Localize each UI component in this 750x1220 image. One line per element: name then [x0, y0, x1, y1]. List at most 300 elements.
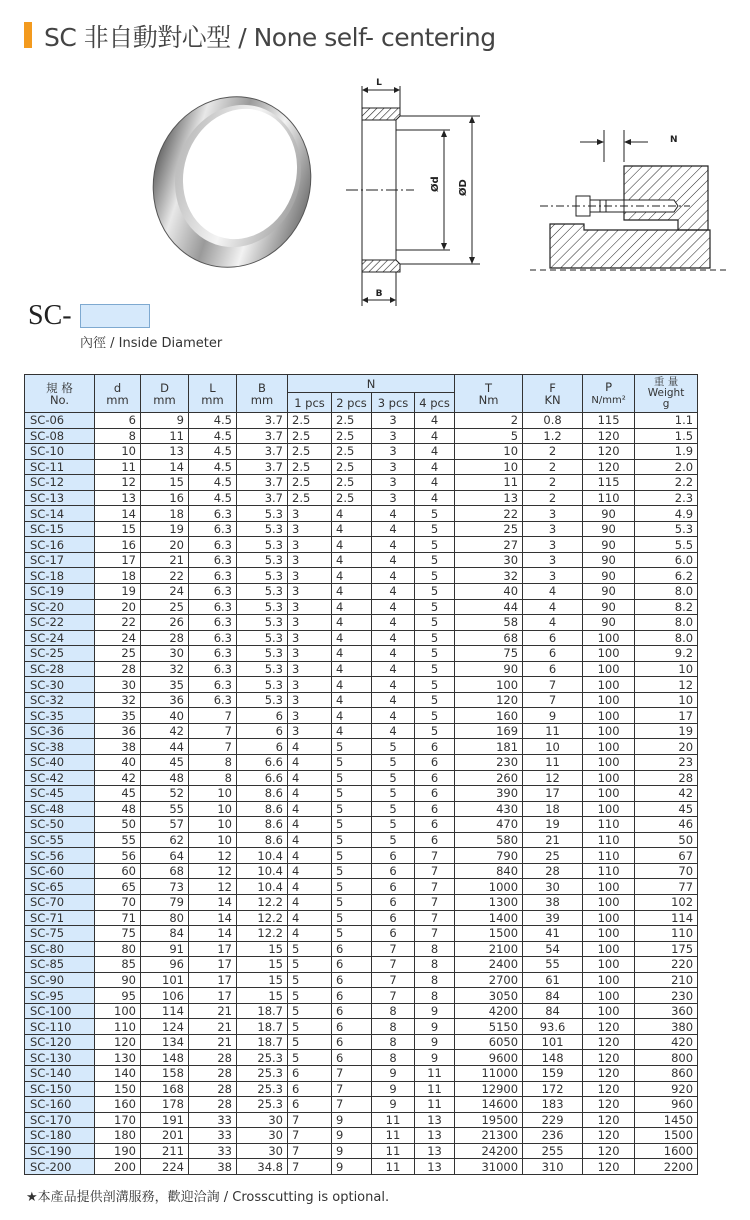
table-cell: 15: [237, 972, 288, 988]
table-cell: 5: [288, 1034, 332, 1050]
table-cell: 65: [95, 879, 141, 895]
row-model-cell: SC-36: [25, 723, 95, 739]
table-cell: 2: [523, 444, 583, 460]
table-cell: 73: [141, 879, 189, 895]
row-model-cell: SC-40: [25, 755, 95, 771]
table-cell: 5: [415, 677, 455, 693]
table-cell: 120: [583, 1019, 635, 1035]
table-cell: 33: [189, 1128, 237, 1144]
table-cell: 120: [583, 1143, 635, 1159]
table-cell: 120: [455, 692, 523, 708]
table-cell: 5: [332, 832, 372, 848]
table-cell: 6.3: [189, 677, 237, 693]
table-cell: 175: [635, 941, 698, 957]
table-cell: 2.5: [288, 490, 332, 506]
table-cell: 100: [583, 677, 635, 693]
table-cell: 21: [189, 1019, 237, 1035]
row-model-cell: SC-190: [25, 1143, 95, 1159]
table-cell: 100: [583, 910, 635, 926]
table-cell: 17: [635, 708, 698, 724]
table-cell: 6: [332, 1019, 372, 1035]
header-d: d mm: [95, 375, 141, 413]
row-model-cell: SC-75: [25, 926, 95, 942]
table-cell: 7: [415, 879, 455, 895]
table-row: [25, 1034, 698, 1050]
row-model-cell: SC-140: [25, 1065, 95, 1081]
table-cell: 6: [372, 863, 415, 879]
table-cell: 8: [415, 957, 455, 973]
table-cell: 3: [523, 537, 583, 553]
table-cell: 8: [372, 1003, 415, 1019]
table-cell: 5: [372, 801, 415, 817]
table-cell: 25.3: [237, 1065, 288, 1081]
inside-diameter-input[interactable]: [80, 304, 150, 328]
table-cell: 2.5: [332, 475, 372, 491]
table-cell: 6: [332, 1050, 372, 1066]
table-cell: 4: [288, 739, 332, 755]
table-cell: 150: [95, 1081, 141, 1097]
table-cell: 30: [523, 879, 583, 895]
table-cell: 17: [95, 552, 141, 568]
table-cell: 5150: [455, 1019, 523, 1035]
table-cell: 8.2: [635, 599, 698, 615]
table-cell: 9: [415, 1034, 455, 1050]
table-cell: 61: [523, 972, 583, 988]
table-cell: 210: [635, 972, 698, 988]
table-cell: 4: [415, 413, 455, 429]
table-cell: 6.3: [189, 599, 237, 615]
table-cell: 5: [288, 972, 332, 988]
table-cell: 38: [189, 1159, 237, 1175]
table-cell: 5: [415, 615, 455, 631]
table-cell: 5.3: [237, 568, 288, 584]
row-model-cell: SC-130: [25, 1050, 95, 1066]
table-row: [25, 755, 698, 771]
table-cell: 3: [523, 506, 583, 522]
table-cell: 77: [635, 879, 698, 895]
table-cell: 5: [288, 957, 332, 973]
table-cell: 6: [95, 413, 141, 429]
table-cell: 6: [415, 770, 455, 786]
table-cell: 19: [523, 817, 583, 833]
table-cell: 6: [288, 1097, 332, 1113]
table-cell: 110: [635, 926, 698, 942]
table-cell: 2: [523, 490, 583, 506]
table-cell: 10: [455, 459, 523, 475]
table-cell: 30: [455, 552, 523, 568]
table-cell: 159: [523, 1065, 583, 1081]
table-row: [25, 770, 698, 786]
table-row: [25, 584, 698, 600]
table-cell: 4.9: [635, 506, 698, 522]
table-cell: 22: [95, 615, 141, 631]
table-cell: 7: [372, 941, 415, 957]
table-cell: 4.5: [189, 490, 237, 506]
table-cell: 5: [372, 832, 415, 848]
header-T: T Nm: [455, 375, 523, 413]
table-row: [25, 1128, 698, 1144]
table-cell: 1.2: [523, 428, 583, 444]
table-cell: 8: [372, 1019, 415, 1035]
table-cell: 6: [372, 879, 415, 895]
table-cell: 5.3: [237, 537, 288, 553]
table-cell: 3: [372, 413, 415, 429]
table-cell: 160: [455, 708, 523, 724]
table-cell: 7: [332, 1065, 372, 1081]
table-cell: 12.2: [237, 894, 288, 910]
table-cell: 1300: [455, 894, 523, 910]
table-cell: 4: [415, 444, 455, 460]
table-row: [25, 988, 698, 1004]
table-row: [25, 413, 698, 429]
table-cell: 7: [288, 1128, 332, 1144]
table-cell: 11: [415, 1081, 455, 1097]
table-cell: 64: [141, 848, 189, 864]
table-row: [25, 1112, 698, 1128]
table-cell: 2.5: [332, 428, 372, 444]
table-cell: 8.6: [237, 832, 288, 848]
table-cell: 130: [95, 1050, 141, 1066]
table-cell: 19: [141, 521, 189, 537]
table-cell: 120: [583, 1081, 635, 1097]
table-row: [25, 926, 698, 942]
table-cell: 7: [523, 692, 583, 708]
table-cell: 4: [332, 552, 372, 568]
table-cell: 3: [523, 552, 583, 568]
table-cell: 8: [189, 770, 237, 786]
table-cell: 140: [95, 1065, 141, 1081]
table-cell: 38: [523, 894, 583, 910]
table-cell: 30: [237, 1143, 288, 1159]
table-cell: 9600: [455, 1050, 523, 1066]
table-cell: 84: [523, 1003, 583, 1019]
table-cell: 90: [583, 568, 635, 584]
table-cell: 18: [95, 568, 141, 584]
table-cell: 100: [583, 755, 635, 771]
table-cell: 7: [288, 1159, 332, 1175]
table-cell: 100: [583, 1003, 635, 1019]
table-cell: 21300: [455, 1128, 523, 1144]
table-row: [25, 537, 698, 553]
table-cell: 2.5: [332, 459, 372, 475]
ring-product-image: [140, 82, 320, 272]
table-cell: 4: [288, 786, 332, 802]
table-cell: 32: [141, 661, 189, 677]
table-cell: 40: [95, 755, 141, 771]
table-cell: 124: [141, 1019, 189, 1035]
table-cell: 211: [141, 1143, 189, 1159]
table-cell: 4: [288, 770, 332, 786]
cross-section-drawing: [340, 74, 490, 314]
table-cell: 580: [455, 832, 523, 848]
table-cell: 1450: [635, 1112, 698, 1128]
table-cell: 6: [237, 708, 288, 724]
table-cell: 172: [523, 1081, 583, 1097]
table-cell: 6: [523, 661, 583, 677]
table-cell: 24200: [455, 1143, 523, 1159]
table-cell: 158: [141, 1065, 189, 1081]
table-cell: 6: [523, 646, 583, 662]
header-n-1pcs: 1 pcs: [288, 393, 332, 413]
row-model-cell: SC-160: [25, 1097, 95, 1113]
table-cell: 10: [635, 692, 698, 708]
table-cell: 110: [95, 1019, 141, 1035]
row-model-cell: SC-55: [25, 832, 95, 848]
table-cell: 100: [583, 630, 635, 646]
table-cell: 110: [583, 490, 635, 506]
table-cell: 183: [523, 1097, 583, 1113]
header-B: B mm: [237, 375, 288, 413]
table-cell: 2.5: [332, 444, 372, 460]
table-cell: 5: [332, 863, 372, 879]
table-cell: 4: [372, 599, 415, 615]
header-n-2pcs: 2 pcs: [332, 393, 372, 413]
table-cell: 4: [372, 568, 415, 584]
table-cell: 9: [415, 1050, 455, 1066]
table-cell: 840: [455, 863, 523, 879]
table-cell: 4: [332, 584, 372, 600]
table-cell: 7: [523, 677, 583, 693]
table-cell: 7: [415, 848, 455, 864]
table-cell: 7: [372, 972, 415, 988]
table-cell: 11: [372, 1112, 415, 1128]
table-cell: 5: [332, 801, 372, 817]
row-model-cell: SC-32: [25, 692, 95, 708]
table-cell: 7: [372, 988, 415, 1004]
row-model-cell: SC-45: [25, 786, 95, 802]
table-cell: 5.3: [237, 677, 288, 693]
table-cell: 4: [415, 459, 455, 475]
table-cell: 11000: [455, 1065, 523, 1081]
table-cell: 21: [141, 552, 189, 568]
table-cell: 8: [189, 755, 237, 771]
label-l: L: [376, 78, 382, 88]
table-cell: 4: [332, 630, 372, 646]
table-cell: 6: [372, 926, 415, 942]
table-row: [25, 879, 698, 895]
row-model-cell: SC-08: [25, 428, 95, 444]
table-cell: 6: [415, 739, 455, 755]
table-cell: 115: [583, 413, 635, 429]
table-cell: 18: [141, 506, 189, 522]
table-cell: 12900: [455, 1081, 523, 1097]
table-cell: 60: [95, 863, 141, 879]
table-cell: 13: [415, 1128, 455, 1144]
table-cell: 52: [141, 786, 189, 802]
table-cell: 8.6: [237, 817, 288, 833]
table-row: [25, 490, 698, 506]
table-cell: 12: [189, 848, 237, 864]
table-cell: 5: [415, 521, 455, 537]
table-cell: 11: [455, 475, 523, 491]
table-cell: 71: [95, 910, 141, 926]
table-cell: 6.3: [189, 584, 237, 600]
table-cell: 201: [141, 1128, 189, 1144]
table-row: [25, 459, 698, 475]
table-cell: 17: [189, 957, 237, 973]
table-cell: 22: [455, 506, 523, 522]
table-cell: 4: [332, 568, 372, 584]
table-cell: 8: [372, 1034, 415, 1050]
table-cell: 75: [95, 926, 141, 942]
table-cell: 48: [95, 801, 141, 817]
table-cell: 10: [95, 444, 141, 460]
table-cell: 3.7: [237, 475, 288, 491]
table-cell: 5: [372, 786, 415, 802]
table-cell: 3.7: [237, 413, 288, 429]
table-cell: 10.4: [237, 863, 288, 879]
table-cell: 12.2: [237, 910, 288, 926]
table-row: [25, 1019, 698, 1035]
table-cell: 110: [583, 863, 635, 879]
table-cell: 16: [141, 490, 189, 506]
table-cell: 3.7: [237, 444, 288, 460]
table-cell: 5: [288, 988, 332, 1004]
table-cell: 6: [372, 894, 415, 910]
table-cell: 255: [523, 1143, 583, 1159]
row-model-cell: SC-22: [25, 615, 95, 631]
table-cell: 75: [455, 646, 523, 662]
table-cell: 7: [288, 1143, 332, 1159]
table-cell: 3: [288, 630, 332, 646]
table-cell: 11: [372, 1143, 415, 1159]
table-cell: 14: [141, 459, 189, 475]
table-cell: 5: [332, 894, 372, 910]
table-cell: 4: [288, 879, 332, 895]
table-cell: 3: [288, 552, 332, 568]
row-model-cell: SC-30: [25, 677, 95, 693]
table-cell: 38: [95, 739, 141, 755]
label-D: ØD: [458, 179, 469, 196]
table-cell: 20: [635, 739, 698, 755]
table-cell: 93.6: [523, 1019, 583, 1035]
table-cell: 50: [635, 832, 698, 848]
table-cell: 7: [189, 723, 237, 739]
table-cell: 6.0: [635, 552, 698, 568]
table-cell: 790: [455, 848, 523, 864]
table-cell: 90: [583, 537, 635, 553]
table-cell: 42: [635, 786, 698, 802]
table-cell: 17: [189, 972, 237, 988]
table-cell: 5: [288, 1003, 332, 1019]
table-cell: 25: [141, 599, 189, 615]
table-cell: 45: [95, 786, 141, 802]
table-cell: 100: [95, 1003, 141, 1019]
header-weight: 重 量 Weight g: [635, 375, 698, 413]
table-cell: 85: [95, 957, 141, 973]
table-cell: 41: [523, 926, 583, 942]
table-row: [25, 599, 698, 615]
table-cell: 3: [288, 537, 332, 553]
table-cell: 5.3: [237, 646, 288, 662]
table-cell: 8.6: [237, 786, 288, 802]
row-model-cell: SC-80: [25, 941, 95, 957]
table-cell: 90: [583, 552, 635, 568]
table-cell: 6: [237, 723, 288, 739]
table-cell: 32: [455, 568, 523, 584]
row-model-cell: SC-200: [25, 1159, 95, 1175]
table-cell: 28: [189, 1097, 237, 1113]
table-cell: 5: [332, 817, 372, 833]
table-cell: 7: [415, 926, 455, 942]
table-cell: 5.5: [635, 537, 698, 553]
table-row: [25, 521, 698, 537]
table-cell: 26: [141, 615, 189, 631]
table-cell: 19500: [455, 1112, 523, 1128]
table-cell: 12: [635, 677, 698, 693]
table-cell: 2.0: [635, 459, 698, 475]
table-cell: 4: [332, 506, 372, 522]
table-cell: 8: [415, 941, 455, 957]
table-cell: 120: [583, 1112, 635, 1128]
table-cell: 90: [583, 599, 635, 615]
table-cell: 101: [523, 1034, 583, 1050]
table-cell: 9: [372, 1065, 415, 1081]
table-cell: 2.5: [288, 413, 332, 429]
table-cell: 24: [95, 630, 141, 646]
table-cell: 5: [415, 552, 455, 568]
table-cell: 5: [415, 584, 455, 600]
table-cell: 6: [332, 988, 372, 1004]
installation-drawing: [530, 120, 730, 280]
table-cell: 100: [583, 646, 635, 662]
table-cell: 920: [635, 1081, 698, 1097]
table-cell: 44: [455, 599, 523, 615]
table-cell: 120: [583, 1097, 635, 1113]
table-cell: 5.3: [237, 615, 288, 631]
table-cell: 1.1: [635, 413, 698, 429]
table-cell: 90: [583, 521, 635, 537]
table-cell: 100: [583, 972, 635, 988]
table-cell: 4.5: [189, 428, 237, 444]
table-row: [25, 552, 698, 568]
table-cell: 30: [237, 1128, 288, 1144]
table-cell: 6: [372, 910, 415, 926]
header-no: 規 格 No.: [25, 375, 95, 413]
table-row: [25, 723, 698, 739]
table-row: [25, 1143, 698, 1159]
table-cell: 5: [415, 708, 455, 724]
row-model-cell: SC-06: [25, 413, 95, 429]
table-cell: 120: [583, 1159, 635, 1175]
table-cell: 11: [372, 1159, 415, 1175]
table-cell: 3: [288, 584, 332, 600]
table-cell: 1600: [635, 1143, 698, 1159]
table-cell: 25.3: [237, 1097, 288, 1113]
row-model-cell: SC-17: [25, 552, 95, 568]
table-row: [25, 941, 698, 957]
table-row: [25, 708, 698, 724]
table-cell: 12: [189, 879, 237, 895]
table-cell: 120: [95, 1034, 141, 1050]
table-cell: 3: [372, 490, 415, 506]
table-cell: 30: [237, 1112, 288, 1128]
table-cell: 100: [583, 926, 635, 942]
table-cell: 4: [372, 552, 415, 568]
table-cell: 21: [189, 1003, 237, 1019]
table-row: [25, 692, 698, 708]
table-cell: 90: [583, 506, 635, 522]
table-cell: 36: [141, 692, 189, 708]
table-cell: 6.3: [189, 506, 237, 522]
table-cell: 6: [415, 801, 455, 817]
table-cell: 3: [288, 568, 332, 584]
table-cell: 35: [95, 708, 141, 724]
row-model-cell: SC-120: [25, 1034, 95, 1050]
table-cell: 3.7: [237, 428, 288, 444]
row-model-cell: SC-90: [25, 972, 95, 988]
table-cell: 4: [523, 599, 583, 615]
